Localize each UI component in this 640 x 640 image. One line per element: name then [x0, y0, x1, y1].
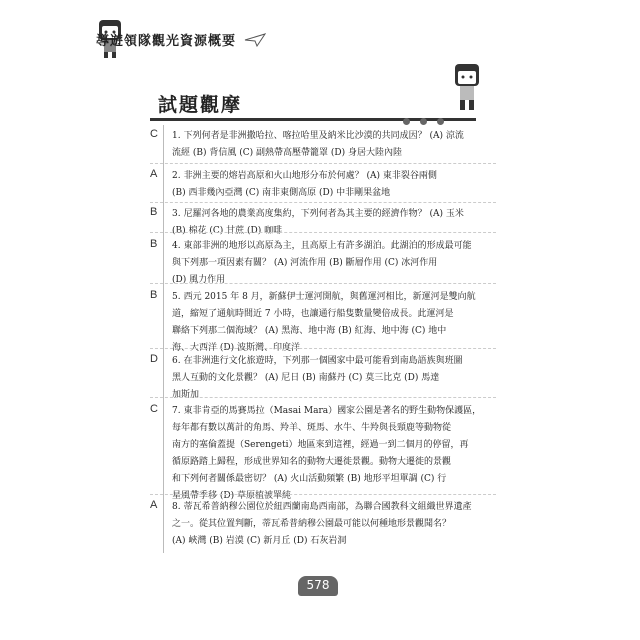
question-body: 東部非洲的地形以高原為主，且高原上有許多湖泊。此湖泊的形成最可能 與下列那一項因素有關？ (A) 河流作用 (B) 斷層作用 (C) 冰河作用 (D) 風力作用	[172, 241, 472, 285]
question-number: 2.	[172, 171, 181, 181]
question-body: 在非洲進行文化旅遊時，下列那一個國家中最可能看到南島語族與班圖 黑人互動的文化景觀？ (A) 尼日 (B) 南蘇丹 (C) 莫三比克 (D) 馬達 加斯加	[172, 356, 463, 400]
question-text	[172, 289, 494, 357]
question-body: 東非肯亞的馬賽馬拉（Masai Mara）國家公園是著名的野生動物保護區， 每年都有數以萬計的角馬、羚羊、斑馬、水牛、牛羚與長頸鹿等動物從 南方的塞倫蓋提（Serengeti）地區來到這裡，經過一到二個月的停留，再 循原路踏上歸程，形成世界知名的動物大遷徙景觀。動物大遷徙的景觀 和下列何者關係最密切？ (A) 火山活動頻繁 (B) 地形平坦單調 (C) 行 星風帶季移 (D) 草原植被單純	[172, 406, 482, 501]
question-text	[172, 168, 494, 202]
question-number: 3.	[172, 209, 181, 219]
answer-key: C	[150, 403, 158, 415]
banner-dots	[403, 118, 444, 125]
question-number: 1.	[172, 131, 181, 141]
question-body: 尼羅河各地的農業高度集約，下列何者為其主要的經濟作物？ (A) 玉米 (B) 棉花 (C) 甘蔗 (D) 咖啡	[172, 209, 464, 236]
answer-key: B	[150, 206, 158, 218]
answer-key: C	[150, 128, 158, 140]
question-body: 非洲主要的熔岩高原和火山地形分布於何處？ (A) 東非裂谷兩側 (B) 西非幾內亞灣 (C) 南非東側高原 (D) 中非剛果盆地	[172, 171, 437, 198]
question-text	[172, 238, 494, 289]
question-body: 蒂瓦希普納穆公園位於紐西蘭南島西南部，為聯合國教科文組織世界遺產 之一。從其位置判斷，蒂瓦希普納穆公園最可能以何種地形景觀聞名？ (A) 峽灣 (B) 岩漠 (C) 新月丘 (D) 石灰岩洞	[172, 502, 472, 546]
question-text	[172, 206, 494, 240]
answer-key: A	[150, 168, 158, 180]
paper-plane-icon	[244, 33, 266, 47]
answer-key: B	[150, 238, 158, 250]
question-separator	[150, 232, 496, 233]
page-number: 578	[306, 578, 330, 592]
question-separator	[150, 163, 496, 164]
question-separator	[150, 202, 496, 203]
mascot-girl-icon	[452, 62, 482, 114]
question-number: 6.	[172, 356, 181, 366]
question-text	[172, 403, 494, 505]
question-number: 8.	[172, 502, 181, 512]
page-number-badge	[298, 576, 338, 596]
answer-key: B	[150, 289, 158, 301]
question-body: 下列何者是非洲撒哈拉、喀拉哈里及納米比沙漠的共同成因？ (A) 涼流 流經 (B) 背信風 (C) 副熱帶高壓帶籠罩 (D) 身居大陸內陸	[172, 131, 464, 158]
answer-divider	[163, 125, 164, 553]
question-body: 西元 2015 年 8 月，新蘇伊士運河開航，與舊運河相比，新運河是雙向航 道，縮短了通航時間近 7 小時，也讓通行船隻數量變倍成長。此運河是 聯絡下列那二個海域？ (A) 黑海、地中海 (B) 紅海、地中海 (C) 地中 海、大西洋 (D) 波斯灣、印度洋	[172, 292, 476, 353]
question-text	[172, 128, 494, 162]
answer-key: A	[150, 499, 158, 511]
question-separator	[150, 397, 496, 398]
question-number: 7.	[172, 406, 181, 416]
question-separator	[150, 283, 496, 284]
question-number: 5.	[172, 292, 181, 302]
page-header	[96, 30, 266, 49]
section-title: 試題觀摩	[158, 94, 243, 116]
question-separator	[150, 494, 496, 495]
question-number: 4.	[172, 241, 181, 251]
book-title: 導遊領隊觀光資源概要	[96, 34, 237, 49]
question-text	[172, 499, 494, 550]
question-separator	[150, 348, 496, 349]
answer-key: D	[150, 353, 158, 365]
